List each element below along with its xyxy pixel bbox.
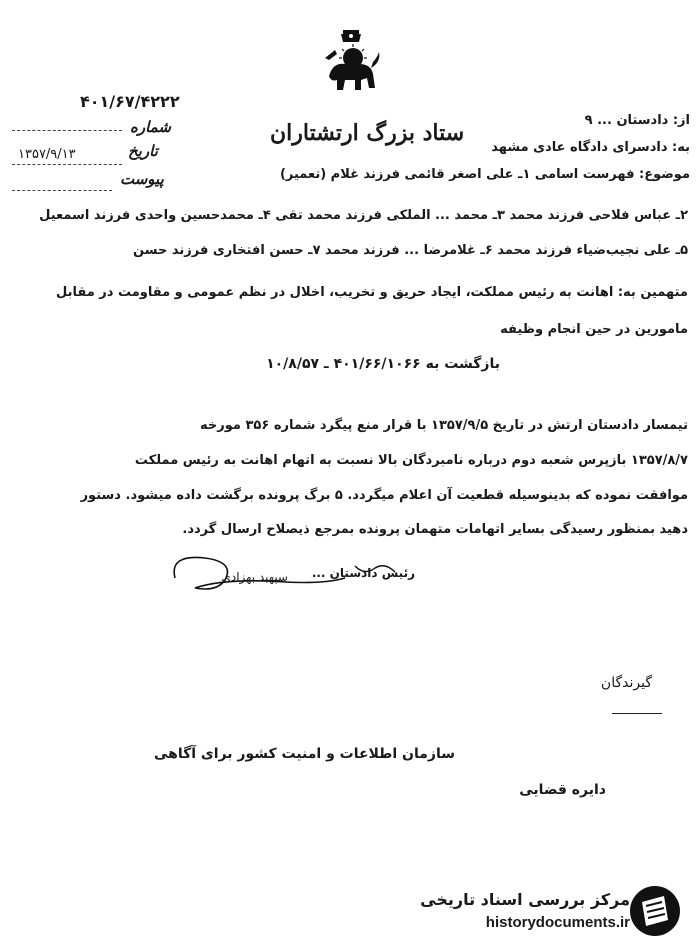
signature-name: سپهبد بهزادی bbox=[221, 570, 288, 584]
recipient-2: دایره قضایی bbox=[519, 782, 606, 798]
number-label: شماره bbox=[130, 118, 171, 136]
lion-and-sun-emblem-icon bbox=[315, 28, 387, 100]
watermark-title: مرکز بررسی اسناد تاریخی bbox=[420, 890, 630, 909]
body-line-1: ۲ـ عباس فلاحی فرزند محمد ۳ـ محمد ... الملکی فرزند محمد تقی ۴ـ محمدحسین واحدی فرزند اسمعیل bbox=[39, 208, 688, 223]
body-line-2: ۵ـ علی نجیب‌ضیاء فرزند محمد ۶ـ غلامرضا ... فرزند محمد ۷ـ حسن افتخاری فرزند حسن bbox=[133, 243, 688, 258]
date-value: ۱۳۵۷/۹/۱۳ bbox=[18, 147, 76, 162]
watermark-url: historydocuments.ir bbox=[485, 914, 630, 931]
paragraph-line-2: ۱۳۵۷/۸/۷ بازپرس شعبه دوم درباره نامبردگان بالا نسبت به اتهام اهانت به رئیس مملکت bbox=[134, 453, 688, 468]
recipients-underline bbox=[612, 713, 662, 714]
from-line: از: دادستان ... ۹ bbox=[584, 113, 690, 128]
date-label: تاریخ bbox=[128, 142, 158, 160]
number-dotted-line bbox=[12, 130, 122, 131]
subject-line: موضوع: فهرست اسامی ۱ـ علی اصغر قائمی فرزند غلام (تعمیر) bbox=[279, 167, 690, 182]
attachment-dotted-line bbox=[12, 190, 112, 191]
recipients-label: گیرندگان bbox=[600, 675, 652, 691]
to-line: به: دادسرای دادگاه عادی مشهد bbox=[491, 140, 690, 155]
body-line-4: مامورین در حین انجام وظیفه bbox=[500, 322, 688, 337]
paragraph-line-1: تیمسار دادستان ارتش در تاریخ ۱۳۵۷/۹/۵ با قرار منع پیگرد شماره ۳۵۶ مورخه bbox=[200, 418, 688, 433]
organization-title: ستاد بزرگ ارتشتاران bbox=[270, 120, 465, 146]
date-dotted-line bbox=[12, 164, 122, 165]
document-number: ۴۰۱/۶۷/۴۲۲۲ bbox=[80, 92, 180, 111]
paragraph-line-4: دهید بمنظور رسیدگی بسایر اتهامات متهمان پرونده بمرجع ذیصلاح ارسال گردد. bbox=[182, 522, 688, 537]
signature-title: رئیس دادستان ... bbox=[311, 566, 415, 580]
body-line-3: متهمین به: اهانت به رئیس مملکت، ایجاد حریق و تخریب، اخلال در نظم عمومی و مقاومت در مقابل bbox=[55, 285, 688, 300]
archive-logo-icon bbox=[628, 884, 682, 938]
paragraph-line-3: موافقت نموده که بدینوسیله قطعیت آن اعلام میگردد. ۵ برگ پرونده برگشت داده میشود. دستور bbox=[80, 488, 688, 503]
attachment-label: پیوست bbox=[120, 170, 164, 188]
reference-line: بازگشت به ۴۰۱/۶۶/۱۰۶۶ ـ ۱۰/۸/۵۷ bbox=[266, 356, 500, 372]
recipient-1: سازمان اطلاعات و امنیت کشور برای آگاهی bbox=[153, 746, 455, 762]
